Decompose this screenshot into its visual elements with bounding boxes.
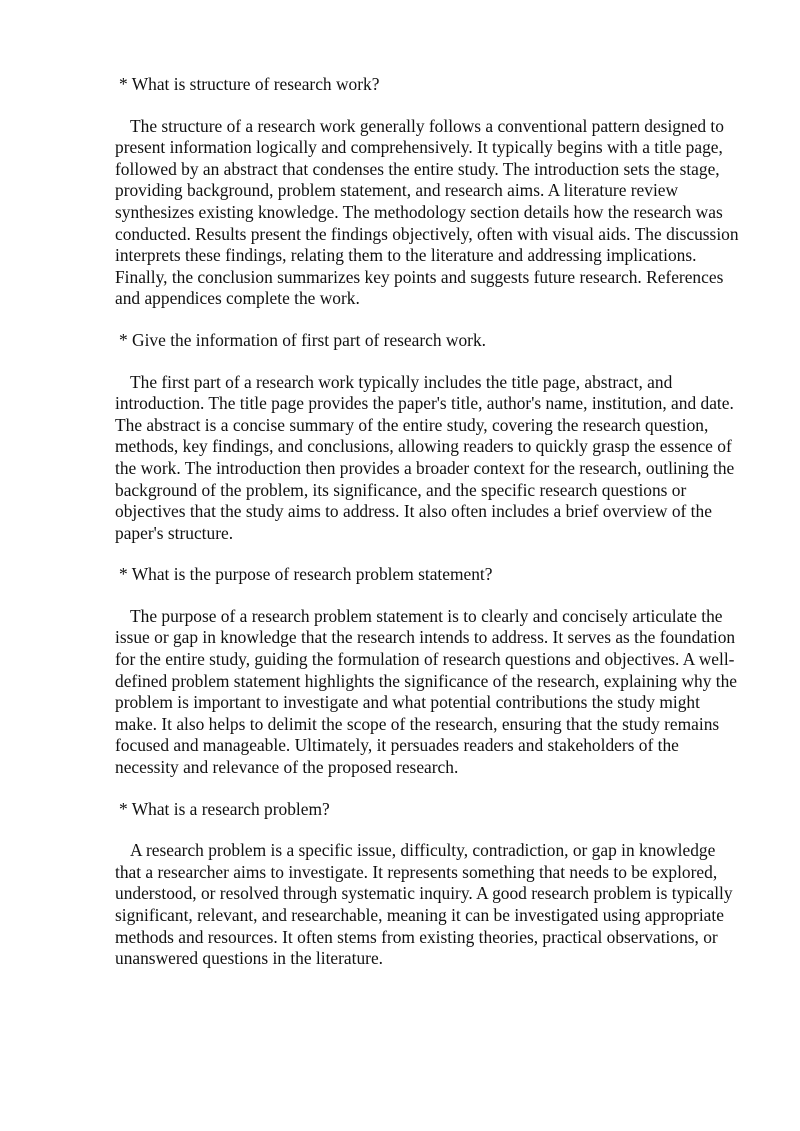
answer-paragraph: The structure of a research work generally follows a conventional pattern designed to present information logically and comprehensively. It typically begins with a title page, followed by an abstract that condenses the entire study. The introduction sets the stage, providing background, problem statement, and research aims. A literature review synthesizes existing knowledge. The methodology section details how the research was conducted. Results present the findings objectively, often with visual aids. The discussion interprets these findings, relating them to the literature and addressing implications. Finally, the conclusion summarizes key points and suggests future research. References and appendices complete the work. xyxy=(115,115,739,309)
question-heading: * What is a research problem? xyxy=(119,798,330,819)
question-heading: * What is structure of research work? xyxy=(119,74,380,94)
question-heading: * Give the information of first part of research work. xyxy=(119,329,487,350)
answer-paragraph: The first part of a research work typically includes the title page, abstract, and introduction. The title page provides the paper's title, author's name, institution, and date. The abstract is a concise summary of the entire study, covering the research question, methods, key findings, and conclusions, allowing readers to quickly grasp the essence of the work. The introduction then provides a broader context for the research, outlining the background of the problem, its significance, and the specific research questions or objectives that the study aims to address. It also often includes a brief overview of the paper's structure. xyxy=(115,371,735,543)
question-heading: * What is the purpose of research problem statement? xyxy=(119,564,493,585)
document-body xyxy=(115,74,745,990)
answer-paragraph: A research problem is a specific issue, difficulty, contradiction, or gap in knowledge that a researcher aims to investigate. It represents something that needs to be explored, understood, or resolved through systematic inquiry. A good research problem is typically significant, relevant, and researchable, meaning it can be investigated using appropriate methods and resources. It often stems from existing theories, practical observations, or unanswered questions in the literature. xyxy=(115,840,733,969)
answer-paragraph: The purpose of a research problem statement is to clearly and concisely articulate the issue or gap in knowledge that the research intends to address. It serves as the foundation for the entire study, guiding the formulation of research questions and objectives. A well-defined problem statement highlights the significance of the research, explaining why the problem is important to investigate and what potential contributions the study might make. It also helps to delimit the scope of the research, ensuring that the study remains focused and manageable. Ultimately, it persuades readers and stakeholders of the necessity and relevance of the proposed research. xyxy=(115,605,738,778)
